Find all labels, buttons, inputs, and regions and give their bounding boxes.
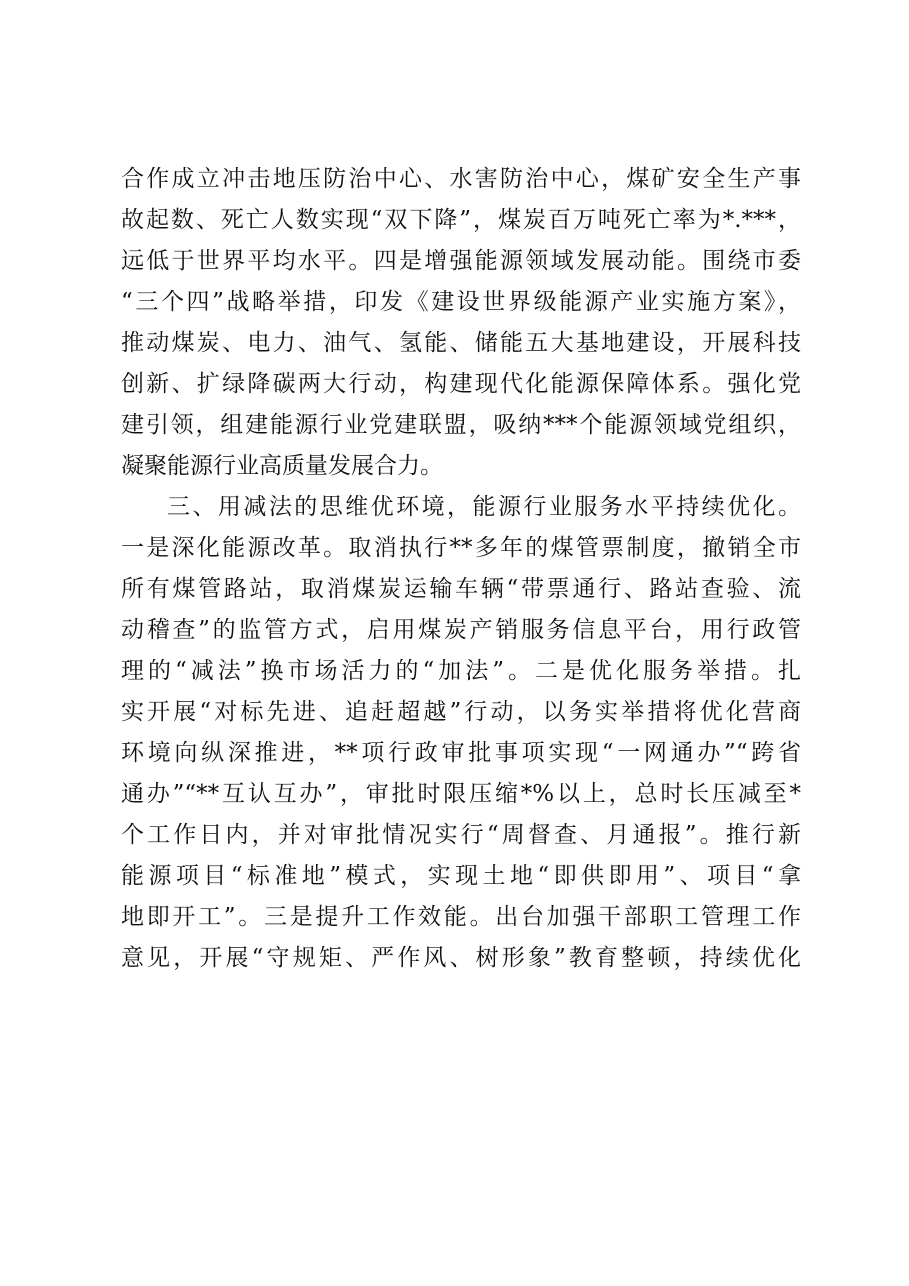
text-line: 远低于世界平均水平。四是增强能源领域发展动能。围绕市委 [121, 248, 801, 274]
text-line: 合作成立冲击地压防治中心、水害防治中心，煤矿安全生产事 [121, 166, 801, 192]
text-line: 实开展“对标先进、追赶超越”行动，以务实举措将优化营商 [121, 699, 801, 725]
text-line: “三个四”战略举措，印发《建设世界级能源产业实施方案》， [121, 289, 801, 315]
text-line: 凝聚能源行业高质量发展合力。 [121, 453, 443, 479]
text-line: 个工作日内，并对审批情况实行“周督查、月通报”。推行新 [121, 822, 801, 848]
text-line: 环境向纵深推进，**项行政审批事项实现“一网通办”“跨省 [121, 740, 801, 766]
text-line: 创新、扩绿降碳两大行动，构建现代化能源保障体系。强化党 [121, 371, 801, 397]
text-line: 地即开工”。三是提升工作效能。出台加强干部职工管理工作 [121, 904, 801, 930]
text-line: 理的“减法”换市场活力的“加法”。二是优化服务举措。扎 [121, 658, 801, 684]
text-line: 一是深化能源改革。取消执行**多年的煤管票制度，撤销全市 [121, 535, 801, 561]
section-heading-line: 三、用减法的思维优环境，能源行业服务水平持续优化。 [167, 494, 801, 520]
text-line: 意见，开展“守规矩、严作风、树形象”教育整顿，持续优化 [121, 945, 801, 971]
text-line: 能源项目“标准地”模式，实现土地“即供即用”、项目“拿 [121, 863, 801, 889]
text-line: 推动煤炭、电力、油气、氢能、储能五大基地建设，开展科技 [121, 330, 801, 356]
text-line: 动稽查”的监管方式，启用煤炭产销服务信息平台，用行政管 [121, 617, 801, 643]
text-line: 所有煤管路站，取消煤炭运输车辆“带票通行、路站查验、流 [121, 576, 801, 602]
body-text [121, 159, 801, 979]
text-line: 故起数、死亡人数实现“双下降”，煤炭百万吨死亡率为*.***， [121, 207, 801, 233]
text-line: 通办”“**互认互办”，审批时限压缩*%以上，总时长压减至* [121, 781, 801, 807]
text-line: 建引领，组建能源行业党建联盟，吸纳***个能源领域党组织， [121, 412, 801, 438]
